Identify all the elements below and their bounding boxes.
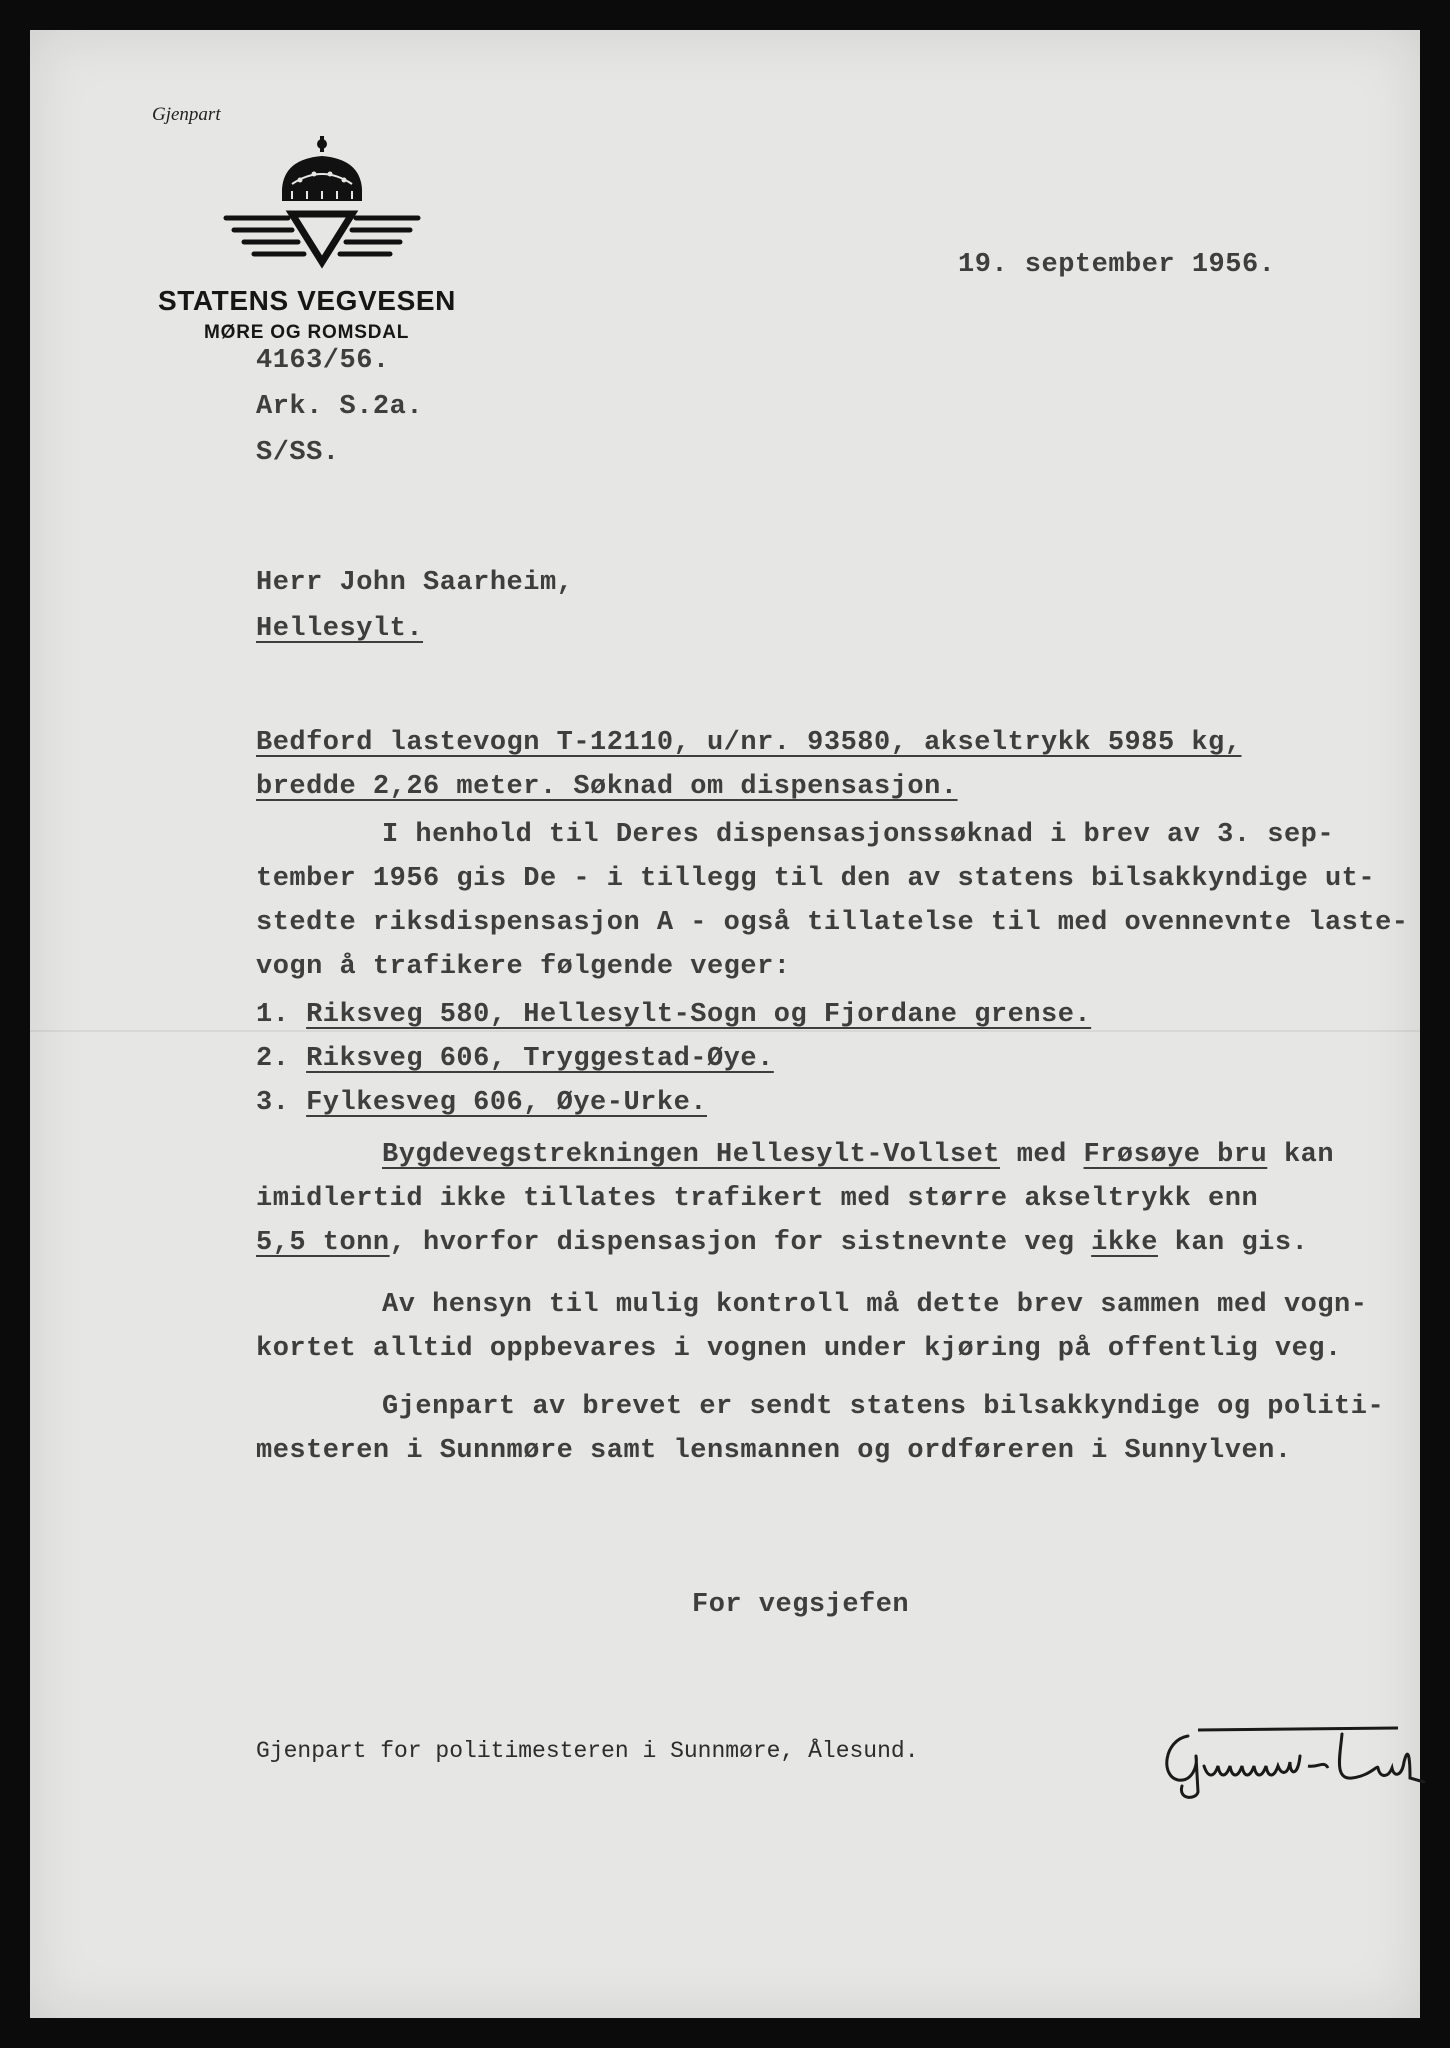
road-number: 2. [256,1044,290,1074]
emphasis: ikke [1091,1228,1158,1258]
paragraph1-line-3: stedte riksdispensasjon A - også tillatelse til med ovennevnte laste- [256,908,1409,938]
letter-date: 19. september 1956. [958,250,1276,280]
archive-code: Ark. S.2a. [256,392,424,422]
word: kan [1283,1140,1335,1170]
paragraph3-line-1: Av hensyn til mulig kontroll må dette brev sammen med vogn- [382,1290,1368,1320]
road-text: Fylkesveg 606, Øye-Urke. [306,1088,707,1118]
road-number: 1. [256,1000,290,1030]
road-text: Riksveg 606, Tryggestad-Øye. [306,1044,774,1074]
road-number: 3. [256,1088,290,1118]
org-name: STATENS VEGVESEN [158,285,456,316]
paragraph1-line-1: I henhold til Deres dispensasjonssøknad i brev av 3. sep- [382,820,1335,850]
text: kan gis. [1174,1228,1309,1258]
word: med [1016,1140,1067,1170]
letter-page [30,30,1420,2018]
recipient-place: Hellesylt. [256,614,424,644]
org-region: MØRE OG ROMSDAL [204,322,410,343]
road-item-1 [256,1002,1091,1029]
paragraph2-line-1 [382,1142,1334,1169]
weight-limit: 5,5 tonn [256,1228,390,1258]
road-item-3 [256,1090,707,1117]
paragraph3-line-2: kortet alltid oppbevares i vognen under kjøring på offentlig veg. [256,1334,1342,1364]
road-stretch: Bygdevegstrekningen Hellesylt-Vollset [382,1140,1000,1170]
crown-wings-emblem-icon [222,134,422,274]
subject-line-1: Bedford lastevogn T-12110, u/nr. 93580, akseltrykk 5985 kg, [256,728,1242,758]
signature-icon [1158,1716,1430,1806]
closing: For vegsjefen [692,1590,910,1620]
paragraph2-line-3 [256,1230,1308,1257]
road-text: Riksveg 580, Hellesylt-Sogn og Fjordane grense. [306,1000,1092,1030]
paragraph1-line-2: tember 1956 gis De - i tillegg til den av statens bilsakkyndige ut- [256,864,1376,894]
bridge-name: Frøsøye bru [1083,1140,1268,1170]
copy-note: Gjenpart for politimesteren i Sunnmøre, Ålesund. [256,1738,919,1764]
paragraph4-line-1: Gjenpart av brevet er sendt statens bilsakkyndige og politi- [382,1392,1385,1422]
paragraph4-line-2: mesteren i Sunnmøre samt lensmannen og ordføreren i Sunnylven. [256,1436,1292,1466]
initials: S/SS. [256,438,340,468]
recipient-name: Herr John Saarheim, [256,568,574,598]
subject-line-2: bredde 2,26 meter. Søknad om dispensasjon. [256,772,958,802]
paragraph1-line-4: vogn å trafikere følgende veger: [256,952,791,982]
road-item-2 [256,1046,774,1073]
reference-number: 4163/56. [256,346,390,376]
paragraph2-line-2: imidlertid ikke tillates trafikert med større akseltrykk enn [256,1184,1259,1214]
fold-line [30,1030,1420,1032]
text: , hvorfor dispensasjon for sistnevnte veg [389,1228,1075,1258]
copy-label: Gjenpart [152,104,221,125]
